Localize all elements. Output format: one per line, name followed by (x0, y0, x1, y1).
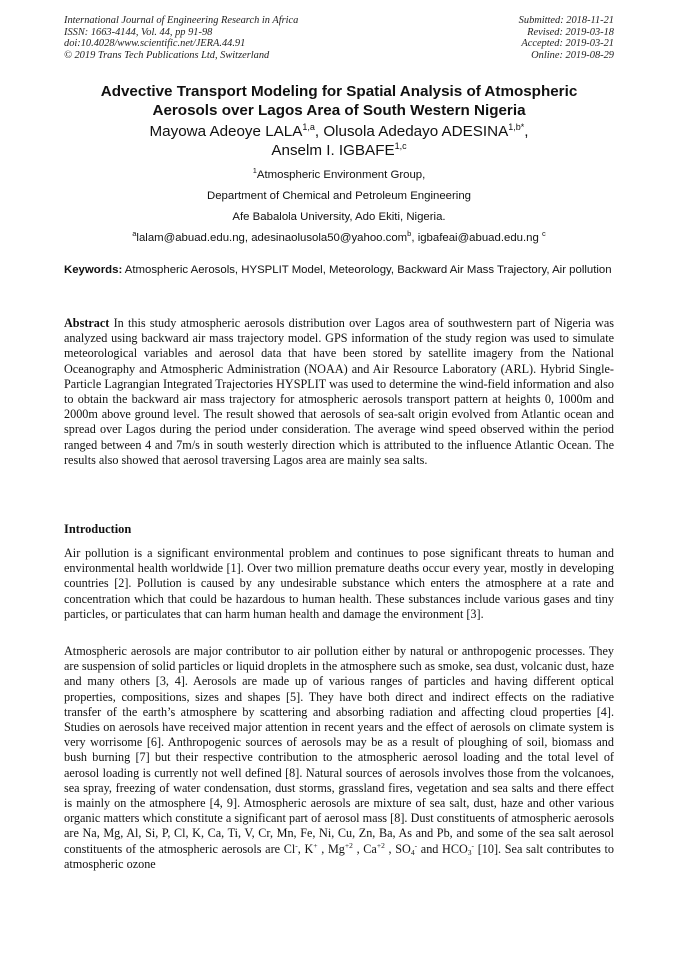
affiliation-group-text: Atmospheric Environment Group, (256, 169, 426, 181)
ion-charge: + (313, 840, 318, 850)
ion-text: , Mg (317, 841, 345, 856)
abstract (64, 316, 614, 468)
email-a-marker: a (132, 229, 137, 238)
ion-charge: +2 (344, 840, 353, 850)
author-lala-affil: 1,a (302, 122, 315, 132)
paper-title (40, 82, 638, 120)
email-separator: , (411, 232, 418, 244)
intro-paragraph-2-text: Atmospheric aerosols are major contributor to air pollution either by natural or anthropogenic processes. They are suspension of solid particles or liquid droplets in the atmosphere such as smoke, sea dust, volcanic dust, haze and many others [3, 4]. Aerosols are made up of various ranges of particles and having different optical properties, compositions, sizes and shapes [5]. They have both direct and indirect effects on the radiative transfer of the earth’s atmosphere by scattering and absorbing radiation and affecting cloud properties [4]. Studies on aerosols have received major attention in recent years and the effect of aerosols on climate system is very worrisome [6]. Anthropogenic sources of aerosols may be as a result of ploughing of soil, biomass and bush burning [7] but their respective contribution to the atmospheric aerosol loading and the total level of aerosol loading is currently not well defined [8]. Natural sources of aerosols involves those from the volcanoes, sea spray, freezing of water condensation, dust storms, grassland fires, vegetation and sea salts and there effect is mainly on the atmosphere [4, 9]. Atmospheric aerosols are mixture of sea salt, dust, haze and other various organic matters which constitute a significant part of aerosol mass [8]. Dust constituents of atmospheric aerosols are Na, Mg, Al, Si, P, Cl, K, Ca, Ti, V, Cr, Mn, Fe, Ni, Cu, Zn, Ba, As and Pb, and some of the sea salt aerosol constituents of the atmospheric aerosols are Cl (64, 644, 615, 856)
ion-charge: +2 (376, 840, 385, 850)
author-list (40, 122, 638, 160)
email-b-marker: b (407, 229, 412, 238)
keywords-text: Atmospheric Aerosols, HYSPLIT Model, Meteorology, Backward Air Mass Trajectory, Air pollution (122, 264, 612, 276)
email-c-marker: c (542, 229, 546, 238)
title-line-1: Advective Transport Modeling for Spatial Analysis of Atmospheric (100, 83, 578, 100)
intro-paragraph-2 (64, 644, 614, 872)
submitted-date: Submitted: 2018-11-21 (518, 15, 614, 26)
keywords-label: Keywords: (64, 264, 123, 276)
header-left (64, 15, 298, 61)
issn-volume: ISSN: 1663-4144, Vol. 44, pp 91-98 (64, 26, 213, 38)
email-lala[interactable]: lalam@abuad.edu.ng, (136, 232, 252, 244)
introduction-heading: Introduction (64, 522, 132, 536)
email-igbafe[interactable]: igbafeai@abuad.edu.ng (417, 232, 542, 244)
journal-name: International Journal of Engineering Research in Africa (64, 15, 299, 26)
ion-charge: - (471, 840, 475, 850)
affiliation-marker: 1 (252, 166, 257, 175)
copyright: © 2019 Trans Tech Publications Ltd, Switzerland (64, 49, 270, 61)
online-date: Online: 2019-08-29 (531, 49, 614, 61)
ion-subscript: 3 (467, 847, 472, 857)
intro-paragraph-1: Air pollution is a significant environmental problem and continues to pose significant threats to human and environmental health worldwide [1]. Over two million premature deaths occur every year, mostly in developing countries [2]. Pollution is caused by any undesirable substance which enters the atmosphere at a rate and concentration which that could be hazardous to human health. These substances include various gases and tiny particles, or particulates that can harm human health and damage the environment [3]. (64, 546, 614, 621)
ion-text: , SO (384, 841, 411, 856)
ion-charge: - (295, 840, 298, 850)
ion-text: , Ca (352, 841, 377, 856)
author-igbafe-affil: 1,c (394, 141, 407, 151)
revised-date: Revised: 2019-03-18 (527, 26, 614, 38)
email-adesina[interactable]: adesinaolusola50@yahoo.com (251, 232, 408, 244)
title-line-2: Aerosols over Lagos Area of South Western Nigeria (152, 102, 526, 119)
abstract-label: Abstract (64, 316, 110, 330)
accepted-date: Accepted: 2019-03-21 (521, 38, 614, 50)
author-separator: , (524, 123, 529, 140)
ion-subscript: 4 (410, 847, 415, 857)
affiliation-department: Department of Chemical and Petroleum Engineering (206, 190, 472, 202)
author-line-2 (40, 141, 638, 160)
intro-paragraph-2-end: [10]. Sea salt contributes to atmospheric ozone (64, 841, 614, 871)
author-adesina: Olusola Adedayo ADESINA (323, 123, 509, 140)
author-line-1 (40, 122, 638, 141)
author-emails (40, 231, 638, 245)
header-right (519, 15, 614, 61)
abstract-text: In this study atmospheric aerosols distribution over Lagos area of southwestern part of Nigeria was analyzed using backward air mass trajectory model. GPS information of the study region was used to simulate meteorological variables and aerosol data that have been stored by satellite imagery from the National Oceanography and Atmospheric Administration (NOAA) and Air Resource Laboratory (ARL). Hybrid Single-Particle Lagrangian Integrated Trajectories HYSPLIT was used to determine the wind-field information and also to obtain the backward air mass trajectory for atmospheric aerosols transport pattern at heights 0, 1000m and 2000m above ground level. The result showed that aerosols of sea-salt origin evolved from Atlantic ocean and spread over Lagos during the period under consideration. The average wind speed observed within the period ranged between 4 and 7m/s in south westerly direction which is attributed to the influence Atlantic Ocean. The results also showed that aerosol traversing Lagos area are mainly sea salts. (64, 316, 614, 467)
author-lala: Mayowa Adeoye LALA (149, 123, 303, 140)
affiliation-group (40, 168, 638, 182)
ion-text: , K (297, 841, 314, 856)
author-igbafe: Anselm I. IGBAFE (271, 142, 395, 159)
keywords (64, 262, 614, 278)
doi[interactable]: doi:10.4028/www.scientific.net/JERA.44.91 (64, 38, 246, 50)
ion-charge: - (414, 840, 418, 850)
ion-text: and HCO (417, 841, 468, 856)
author-separator: , (314, 123, 324, 140)
author-adesina-affil: 1,b* (508, 122, 525, 132)
affiliation-university: Afe Babalola University, Ado Ekiti, Nigeria. (232, 211, 446, 223)
